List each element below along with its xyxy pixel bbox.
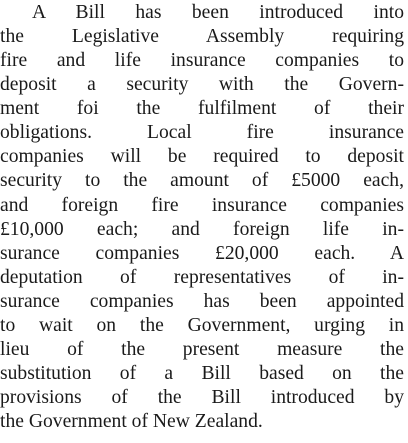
- text-line: companies will be required to deposit: [0, 146, 404, 167]
- text-line: fire and life insurance companies to: [0, 50, 404, 71]
- text-line: A Bill has been introduced into: [32, 2, 404, 23]
- text-line: lieu of the present measure the: [0, 339, 404, 360]
- text-line: deputation of representatives of in-: [0, 267, 404, 288]
- text-line: the Government of New Zealand.: [0, 411, 263, 432]
- text-line: and foreign fire insurance companies: [0, 195, 404, 216]
- text-line: provisions of the Bill introduced by: [0, 387, 404, 408]
- text-line: security to the amount of £5000 each,: [0, 170, 404, 191]
- text-line: substitution of a Bill based on the: [0, 363, 404, 384]
- text-line: to wait on the Government, urging in: [0, 315, 404, 336]
- text-line: ment foi the fulfilment of their: [0, 98, 404, 119]
- text-line: £10,000 each; and foreign life in-: [0, 219, 404, 240]
- text-line: surance companies has been appointed: [0, 291, 404, 312]
- text-line: obligations. Local fire insurance: [0, 122, 404, 143]
- text-line: the Legislative Assembly requiring: [0, 26, 404, 47]
- text-line: deposit a security with the Govern-: [0, 74, 404, 95]
- text-line: surance companies £20,000 each. A: [0, 243, 404, 264]
